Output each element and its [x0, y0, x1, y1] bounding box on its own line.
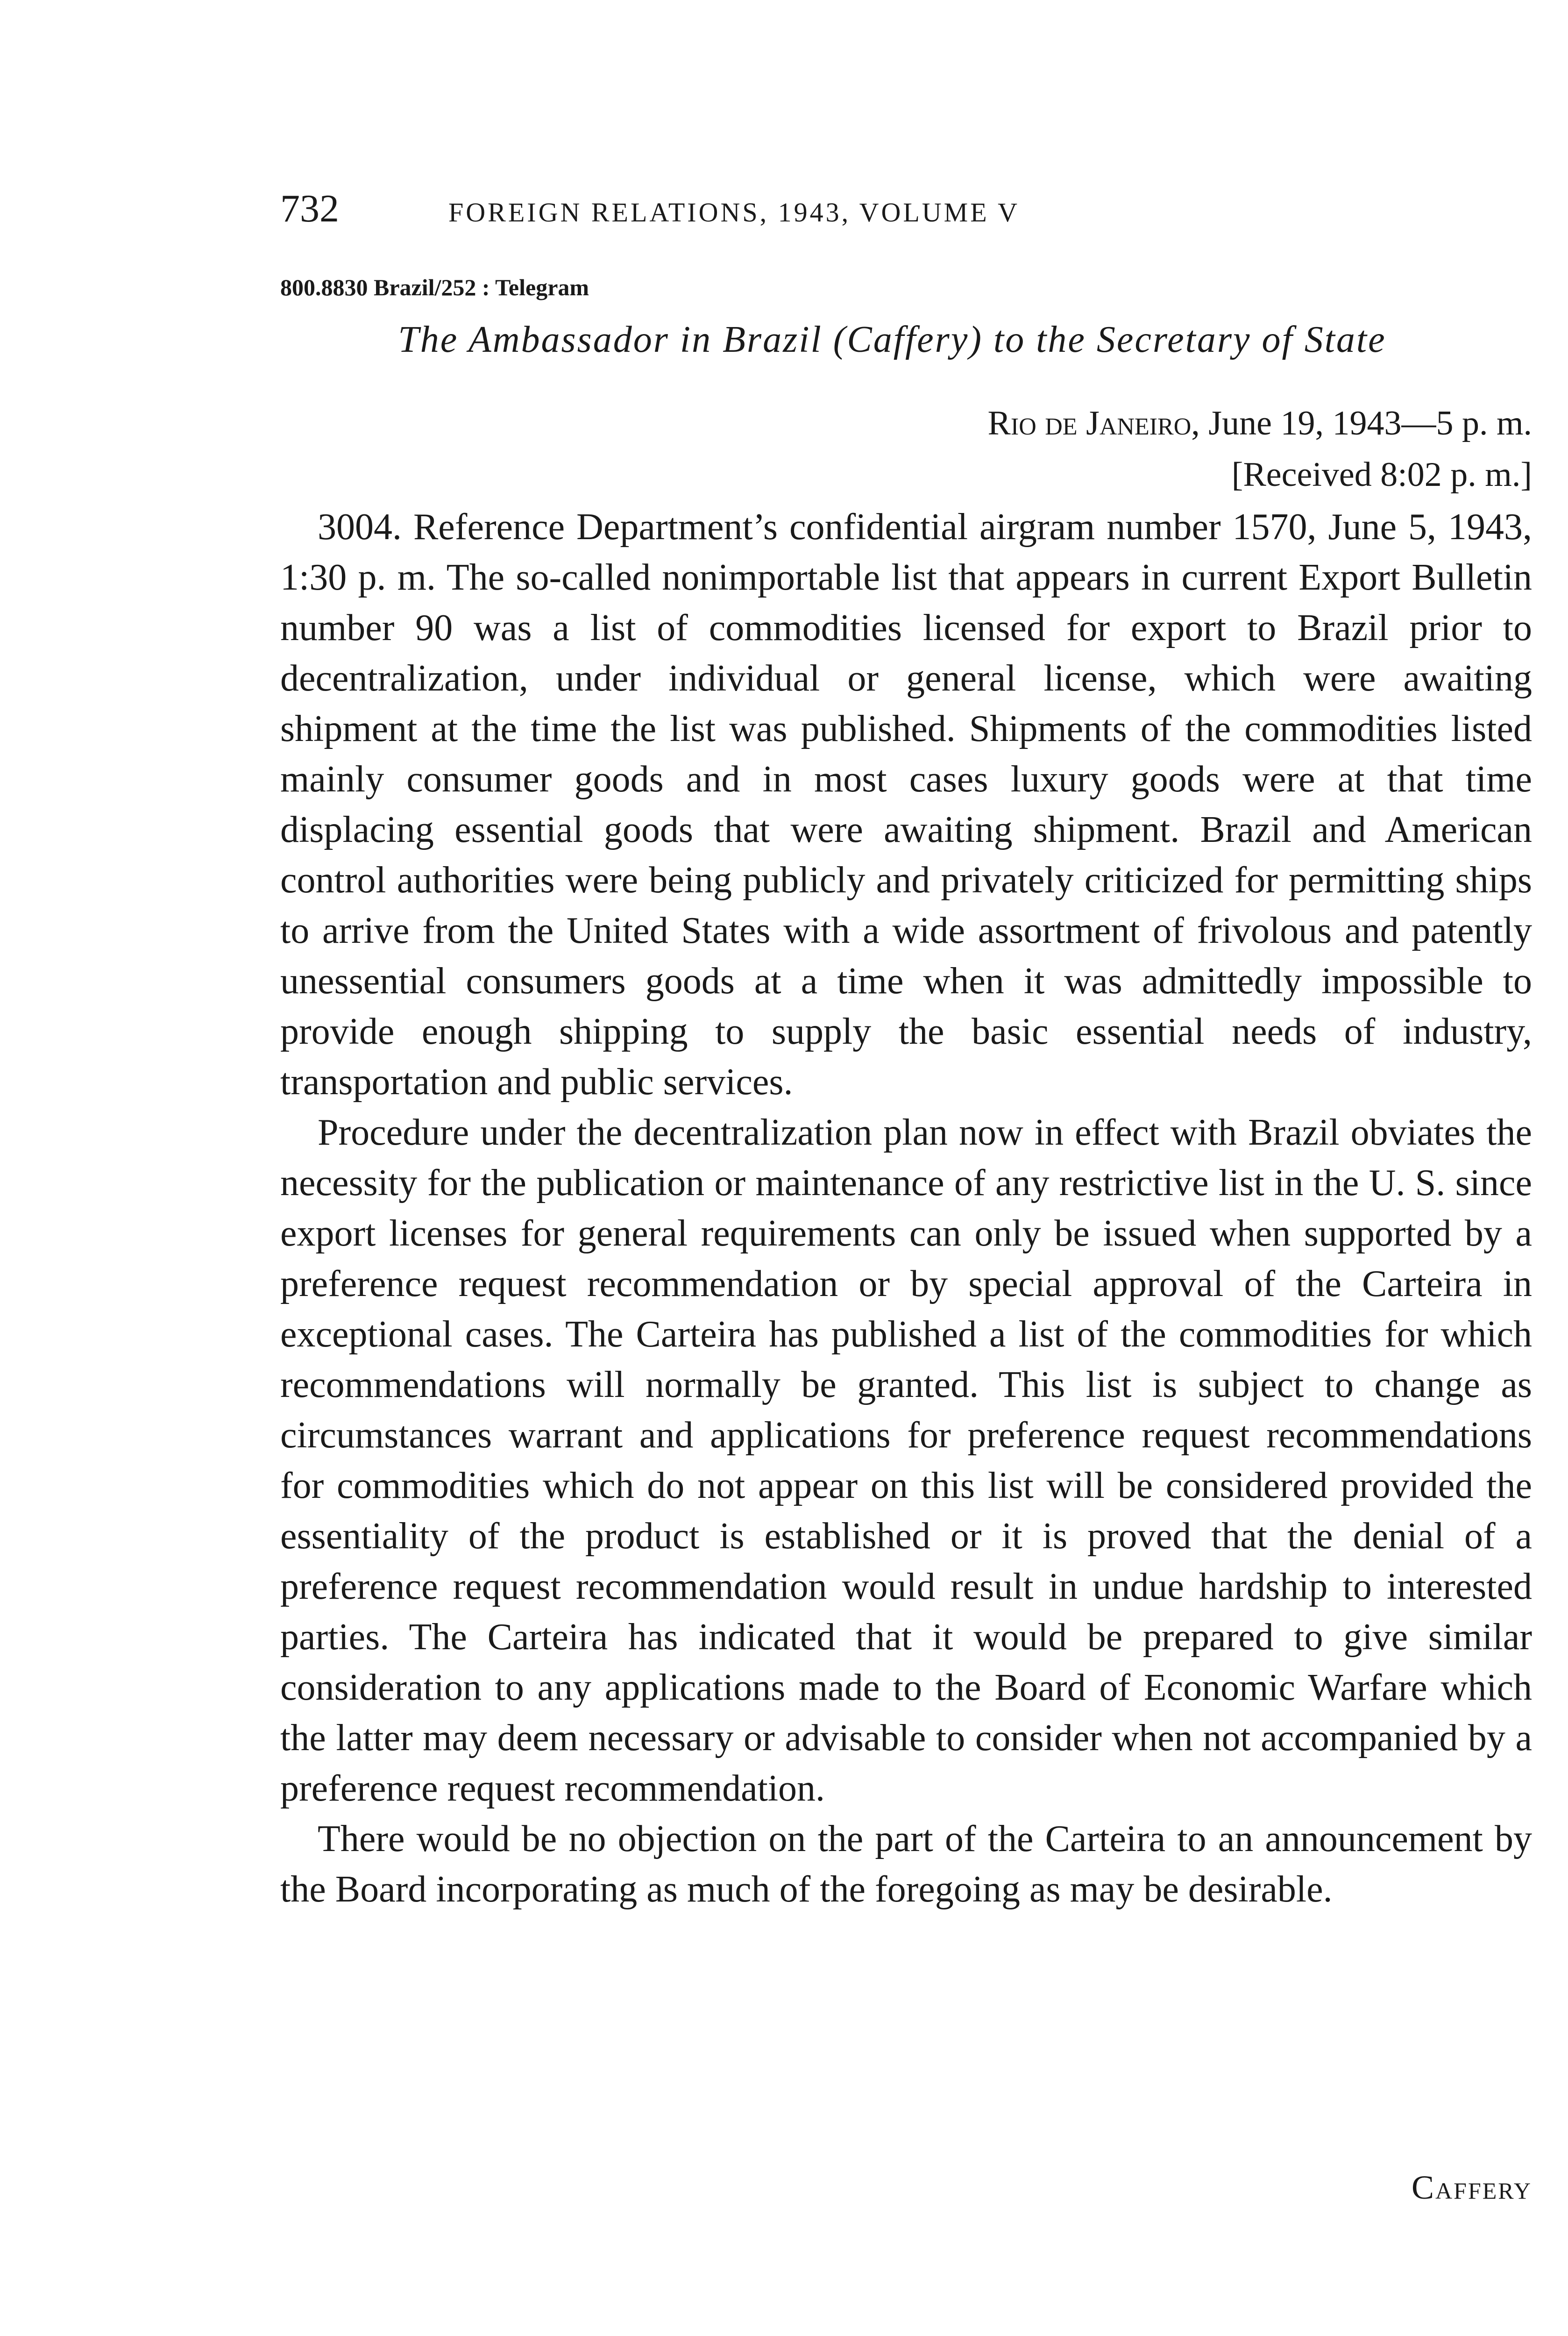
dateline-date: , June 19, 1943—5 p. m. [1191, 404, 1532, 442]
signature: Caffery [1412, 2169, 1532, 2206]
paragraph: 3004. Reference Department’s confidential airgram number 1570, June 5, 1943, 1:30 p. m. The so-called nonimportable list that appears in current Export Bulletin number 90 was a list of commodities licensed for export to Brazil prior to decentralization, under individual or general license, which were awaiting shipment at the time the list was published. Shipments of the commodities listed mainly consumer goods and in most cases luxury goods were at that time displacing essential goods that were awaiting shipment. Brazil and American control authorities were being publicly and privately criticized for permitting ships to arrive from the United States with a wide assortment of frivolous and patently unessential consumers goods at a time when it was admittedly impossible to provide enough shipping to supply the basic essential needs of industry, transportation and public services. [280, 506, 1532, 1103]
paragraph: There would be no objection on the part of the Carteira to an announcement by the Board incorporating as much of the foregoing as may be desirable. [280, 1818, 1532, 1910]
running-title: FOREIGN RELATIONS, 1943, VOLUME V [448, 197, 1020, 228]
page-number: 732 [280, 187, 339, 230]
received-timestamp: [Received 8:02 p. m.] [1231, 456, 1532, 494]
document-title: The Ambassador in Brazil (Caffery) to the Secretary of State [398, 319, 1386, 360]
dateline-place: Rio de Janeiro [987, 404, 1192, 442]
file-reference: 800.8830 Brazil/252 : Telegram [280, 274, 589, 300]
telegram-body [280, 502, 1532, 1915]
running-header [280, 183, 1513, 235]
dateline [701, 398, 1532, 449]
paragraph: Procedure under the decentralization plan now in effect with Brazil obviates the necessity for the publication or maintenance of any restrictive list in the U. S. since export licenses for general requirements can only be issued when supported by a preference request recommendation or by special approval of the Carteira in exceptional cases. The Carteira has published a list of the commodities for which recommendations will normally be granted. This list is subject to change as circumstances warrant and applications for preference request recommendations for commodities which do not appear on this list will be considered provided the essentiality of the product is established or it is proved that the denial of a preference request recommendation would result in undue hardship to interested parties. The Carteira has indicated that it would be prepared to give similar consideration to any applications made to the Board of Economic Warfare which the latter may deem necessary or advisable to consider when not accompanied by a preference request recommendation. [280, 1112, 1532, 1809]
